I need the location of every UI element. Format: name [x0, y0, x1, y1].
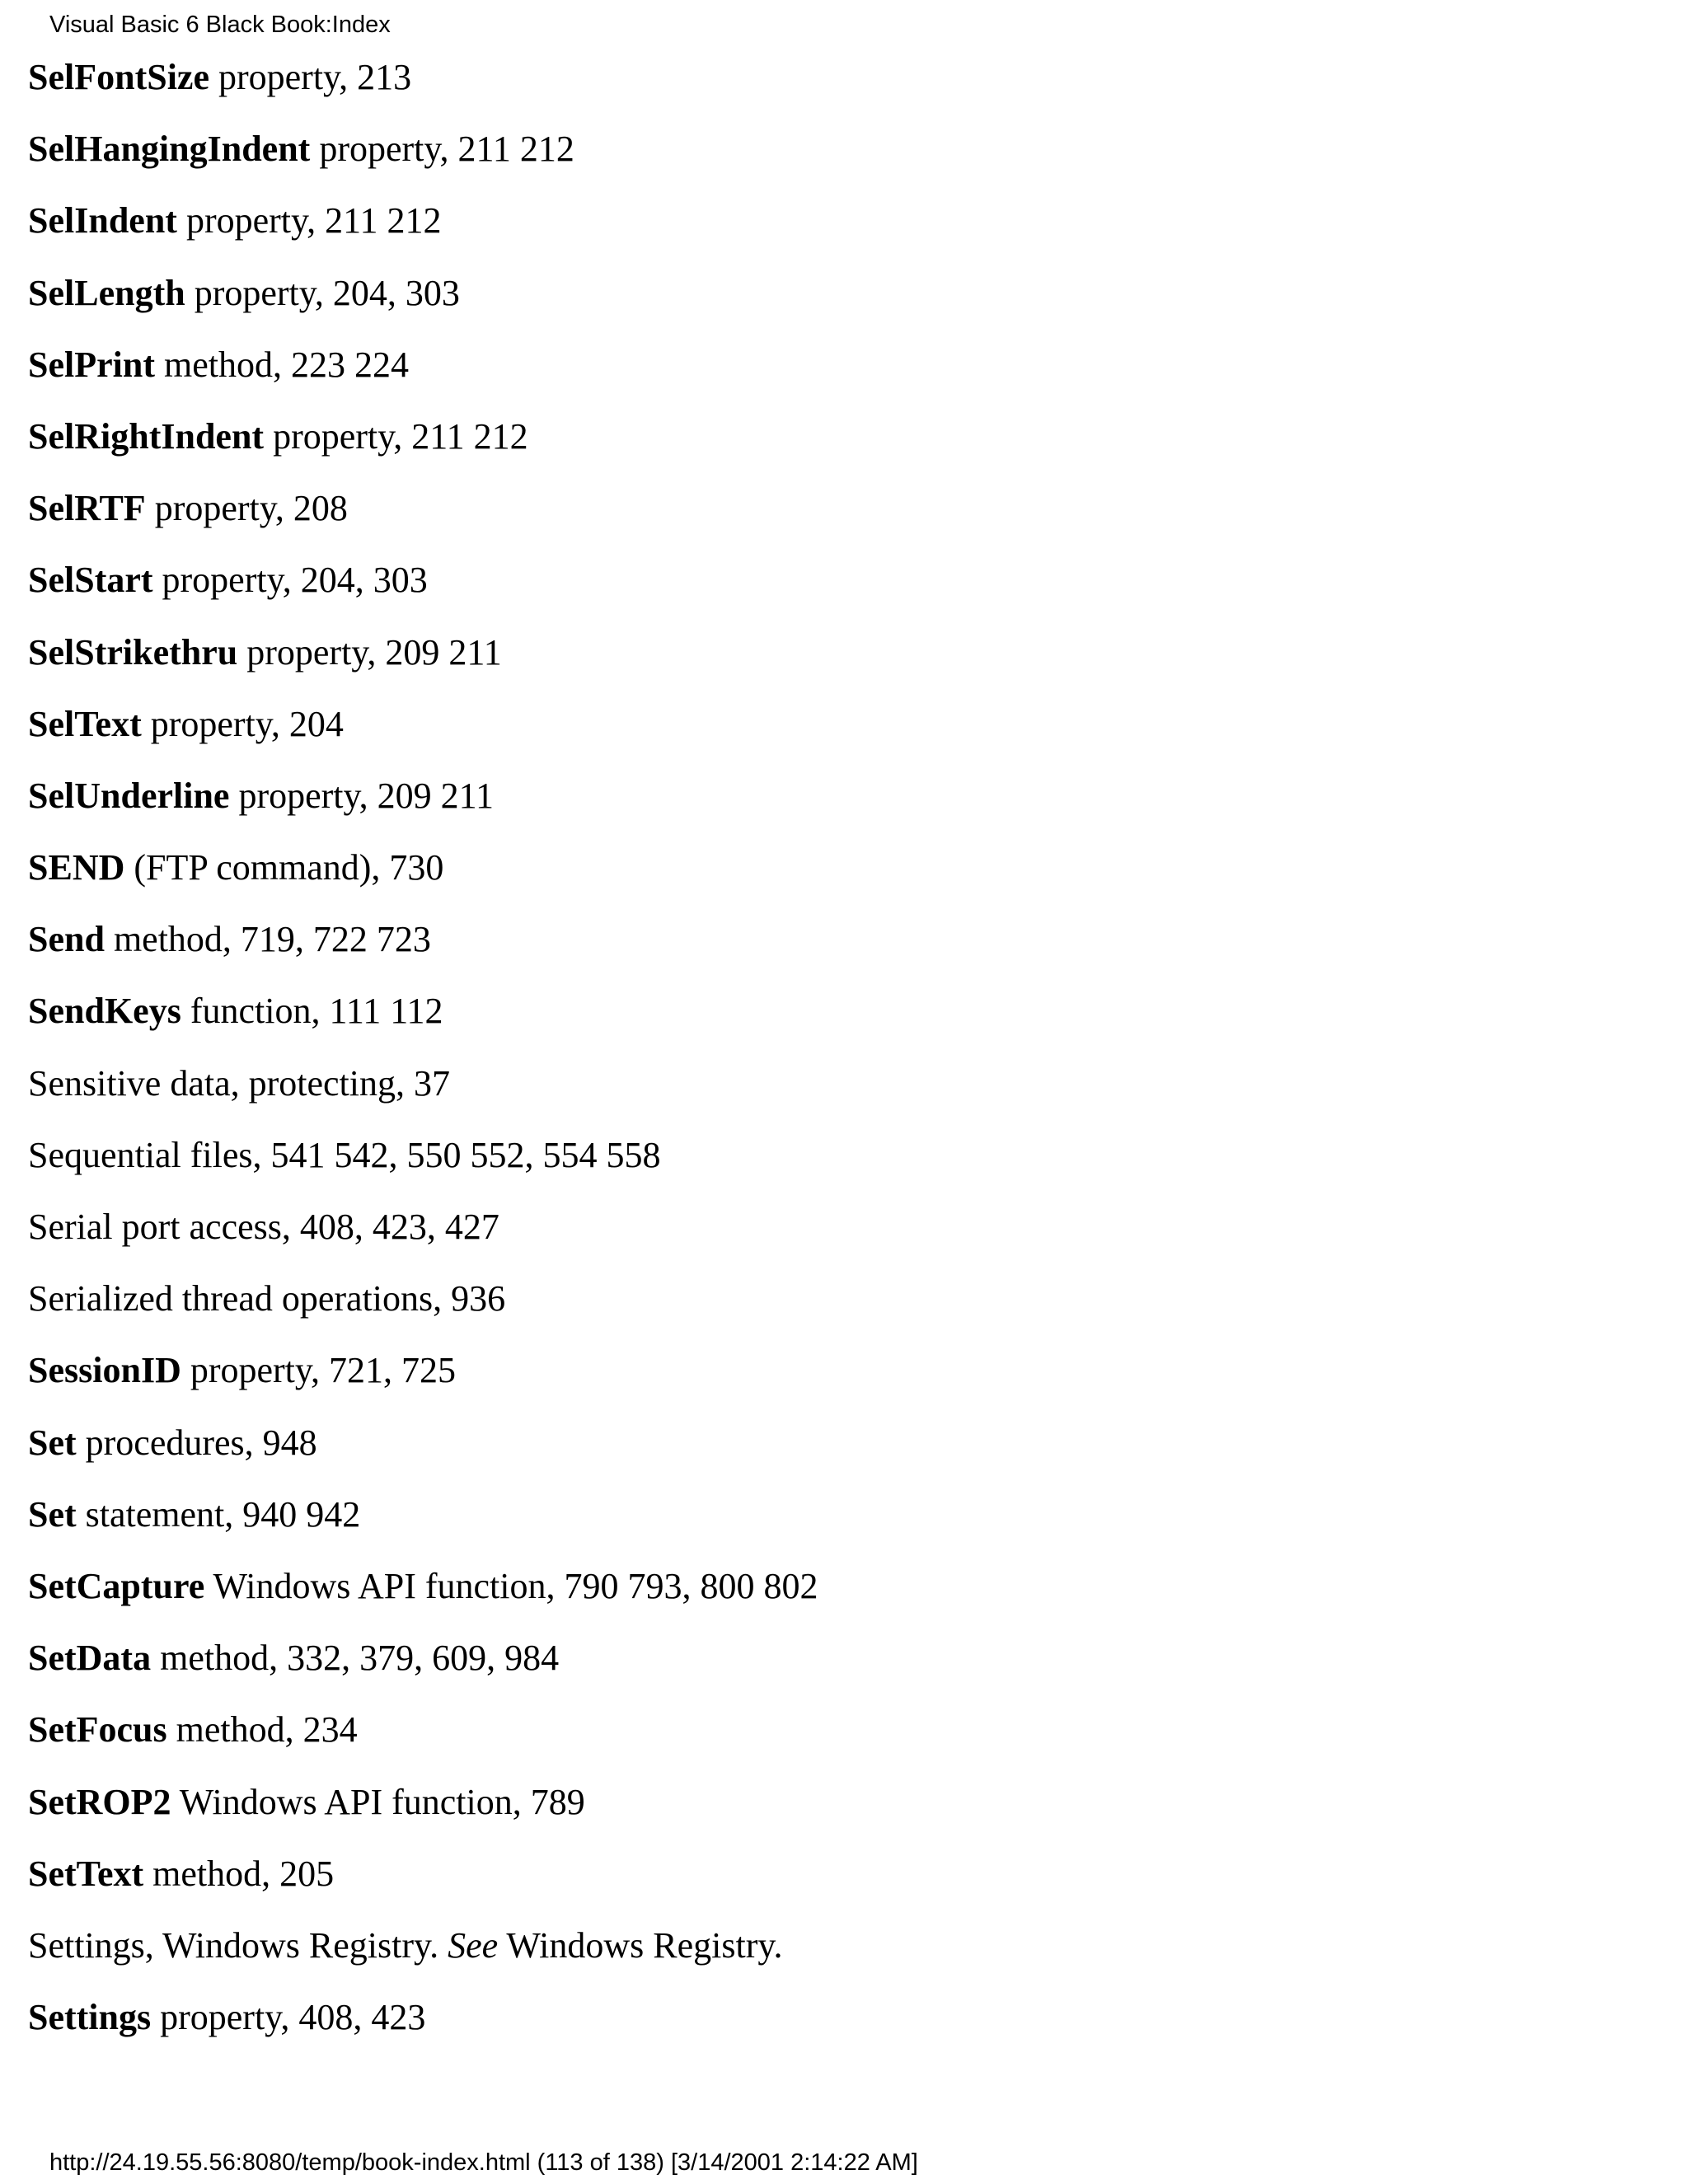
index-detail: procedures, 948 — [76, 1422, 317, 1463]
index-entry — [28, 1201, 818, 1272]
index-detail: statement, 940 942 — [76, 1493, 361, 1535]
index-term: Send — [28, 919, 105, 960]
index-term: SetData — [28, 1638, 152, 1679]
index-term: Set — [28, 1422, 77, 1463]
index-detail: method, 332, 379, 609, 984 — [151, 1638, 560, 1679]
index-detail: property, 204, 303 — [185, 272, 460, 313]
index-term: SetCapture — [28, 1565, 205, 1606]
index-entry — [28, 1704, 818, 1775]
index-term: Set — [28, 1493, 77, 1535]
index-entry — [28, 1057, 818, 1129]
index-entry — [28, 1776, 818, 1848]
index-term: Settings — [28, 1997, 152, 2038]
index-entry — [28, 985, 818, 1057]
index-detail: Sensitive data, protecting, 37 — [28, 1062, 450, 1104]
index-term: SessionID — [28, 1350, 181, 1391]
index-term: SendKeys — [28, 991, 181, 1032]
index-term: SelText — [28, 703, 142, 744]
index-detail: Windows API function, 789 — [171, 1781, 585, 1822]
index-entry — [28, 1272, 818, 1344]
index-term: SelRTF — [28, 488, 146, 529]
index-term: SelHangingIndent — [28, 129, 311, 170]
index-detail: method, 719, 722 723 — [104, 919, 431, 960]
index-detail: method, 234 — [166, 1709, 358, 1750]
index-detail: Settings, Windows Registry. — [28, 1924, 448, 1966]
index-entry — [28, 339, 818, 410]
index-entry — [28, 1129, 818, 1201]
index-term: SelUnderline — [28, 775, 230, 816]
index-list — [28, 51, 818, 2063]
index-entry — [28, 1919, 818, 1991]
index-entry — [28, 1848, 818, 1919]
index-entry — [28, 1560, 818, 1632]
index-detail: property, 213 — [209, 57, 412, 97]
index-entry — [28, 913, 818, 985]
index-detail: property, 211 212 — [264, 415, 528, 457]
index-term: SEND — [28, 847, 125, 888]
index-entry — [28, 1417, 818, 1488]
index-entry — [28, 267, 818, 339]
index-entry — [28, 1991, 818, 2063]
index-entry — [28, 1632, 818, 1704]
index-detail: property, 208 — [145, 488, 348, 529]
index-term: SelIndent — [28, 200, 177, 241]
index-detail: function, 111 112 — [181, 991, 443, 1032]
index-entry — [28, 841, 818, 913]
index-detail: Serial port access, 408, 423, 427 — [28, 1207, 499, 1247]
index-detail: Sequential files, 541 542, 550 552, 554 558 — [28, 1134, 661, 1175]
index-detail: property, 408, 423 — [151, 1997, 426, 2038]
index-detail: property, 204, 303 — [152, 560, 428, 601]
index-entry — [28, 194, 818, 266]
index-detail: Windows API function, 790 793, 800 802 — [204, 1565, 818, 1606]
index-detail: (FTP command), 730 — [124, 847, 444, 888]
index-detail: property, 209 211 — [229, 775, 495, 816]
index-entry — [28, 554, 818, 626]
index-detail: property, 211 212 — [310, 129, 574, 170]
page-footer: http://24.19.55.56:8080/temp/book-index.html (113 of 138) [3/14/2001 2:14:22 AM] — [49, 2149, 918, 2176]
index-detail: method, 205 — [143, 1853, 335, 1894]
index-entry — [28, 770, 818, 841]
index-entry — [28, 51, 818, 123]
index-entry — [28, 410, 818, 482]
index-entry — [28, 1488, 818, 1560]
index-term: SelStart — [28, 560, 153, 601]
index-detail: method, 223 224 — [154, 344, 409, 385]
index-term: SetROP2 — [28, 1781, 171, 1822]
see-target: Windows Registry. — [498, 1924, 783, 1966]
index-term: SelPrint — [28, 344, 155, 385]
index-detail: property, 721, 725 — [181, 1350, 457, 1391]
index-detail: Serialized thread operations, 936 — [28, 1278, 506, 1319]
index-entry — [28, 482, 818, 554]
index-term: SelLength — [28, 272, 185, 313]
index-entry — [28, 698, 818, 770]
index-entry — [28, 123, 818, 194]
index-detail: property, 211 212 — [176, 200, 442, 241]
index-entry — [28, 1344, 818, 1416]
index-entry — [28, 626, 818, 698]
page-header: Visual Basic 6 Black Book:Index — [49, 12, 391, 38]
see-reference: See — [448, 1924, 499, 1966]
index-term: SelFontSize — [28, 57, 209, 97]
index-detail: property, 209 211 — [237, 631, 502, 673]
index-detail: property, 204 — [141, 703, 344, 744]
index-term: SetFocus — [28, 1709, 167, 1750]
index-term: SelStrikethru — [28, 631, 238, 673]
index-term: SetText — [28, 1853, 144, 1894]
index-term: SelRightIndent — [28, 415, 265, 457]
